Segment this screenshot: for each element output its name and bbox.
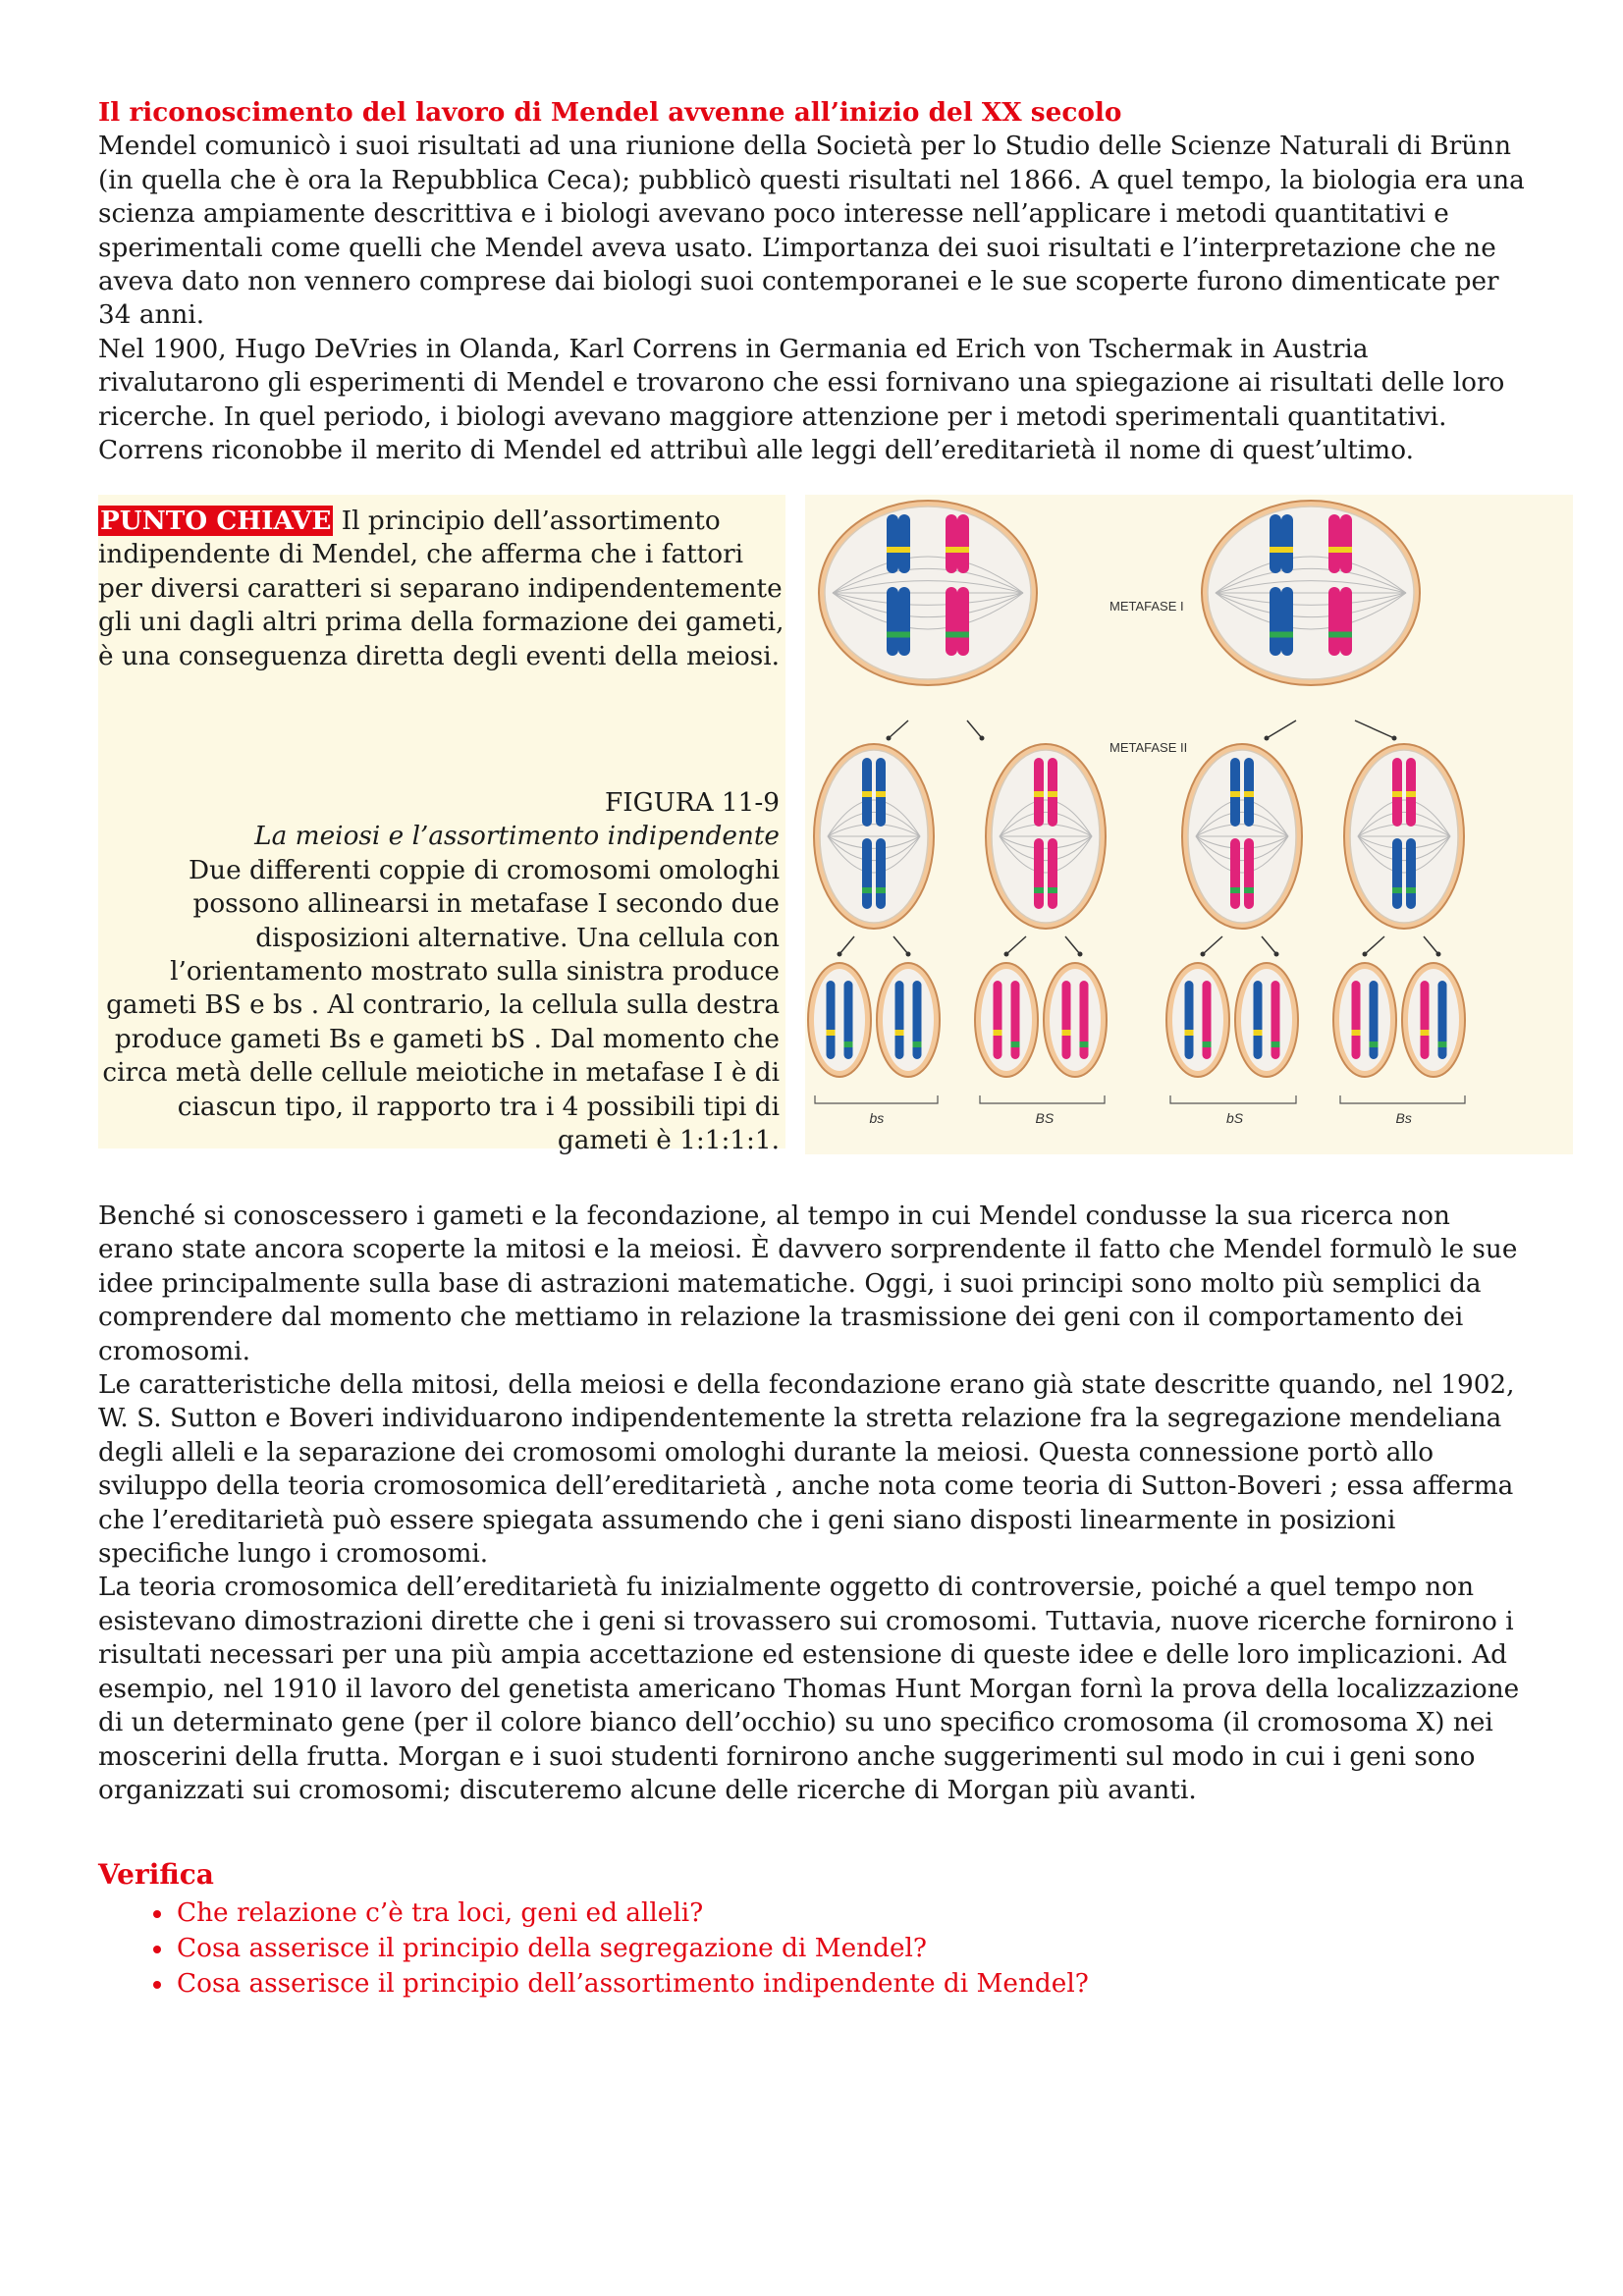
chromosome — [876, 758, 886, 827]
allele-b-band — [1062, 1030, 1071, 1036]
chromosome — [827, 981, 836, 1059]
chromosome — [1392, 838, 1402, 909]
chromosome — [1271, 981, 1280, 1059]
gamete-group-label: BS — [1035, 1110, 1055, 1126]
allele-s-band — [1244, 887, 1254, 893]
allele-s-band — [1011, 1041, 1020, 1047]
gamete-group-label: bS — [1226, 1110, 1244, 1126]
gamete-interior — [814, 969, 865, 1071]
review-section — [98, 1858, 1532, 2002]
allele-s-band — [957, 632, 969, 638]
allele-b-band — [1244, 791, 1254, 797]
chromosome — [1270, 587, 1281, 656]
meiosis-diagram — [805, 495, 1573, 1154]
arrow-line — [1262, 936, 1276, 954]
allele-b-band — [1392, 791, 1402, 797]
chromosome — [887, 514, 898, 573]
chromosome — [1062, 981, 1071, 1059]
chromatid — [1270, 587, 1281, 656]
allele-b-band — [957, 547, 969, 553]
allele-b-band — [994, 1030, 1002, 1036]
intro-section — [98, 96, 1532, 467]
allele-s-band — [1392, 887, 1402, 893]
allele-s-band — [1370, 1041, 1379, 1047]
allele-b-band — [895, 1030, 904, 1036]
chromatid — [827, 981, 836, 1059]
review-question: • Che relazione c’è tra loci, geni ed alleli? — [175, 1896, 1532, 1931]
allele-b-band — [1034, 791, 1044, 797]
chromatid — [1281, 587, 1293, 656]
arrow-line — [1424, 936, 1438, 954]
section-heading: Il riconoscimento del lavoro di Mendel avvenne all’inizio del XX secolo — [98, 97, 1122, 128]
allele-s-band — [887, 632, 898, 638]
metaphase-2-cell — [1182, 744, 1302, 929]
chromosome — [876, 838, 886, 909]
chromatid — [862, 838, 872, 909]
allele-b-band — [862, 791, 872, 797]
chromatid — [1034, 838, 1044, 909]
arrow-head — [980, 736, 985, 741]
allele-s-band — [1230, 887, 1240, 893]
chromatid — [1340, 514, 1352, 573]
chromosome — [957, 514, 969, 573]
chromosome — [1244, 758, 1254, 827]
review-heading: Verifica — [98, 1858, 214, 1891]
arrow-head — [906, 952, 911, 957]
chromosome — [1406, 758, 1416, 827]
allele-b-band — [1230, 791, 1240, 797]
chromosome — [1080, 981, 1089, 1059]
key-point-text — [98, 505, 791, 673]
paragraph: La teoria cromosomica dell’ereditarietà fu inizialmente oggetto di controversie, poiché a quel tempo non esistevano dimostrazioni dirette che i geni si trovassero sui cromosomi. Tuttavia, nuove ricerche fornirono i risultati necessari per una più ampia accettazione ed estensione di queste idee e delle loro implicazioni. Ad esempio, nel 1910 il lavoro del genetista americano Thomas Hunt Morgan fornì la prova della localizzazione di un determinato gene (per il colore bianco dell’occhio) su uno specifico cromosoma (il cromosoma X) nei moscerini della frutta. Morgan e i suoi studenti fornirono anche suggerimenti sul modo in cui i geni sono organizzati sui cromosomi; discuteremo alcune delle ricerche di Morgan più avanti. — [98, 1573, 1520, 1805]
gamete-group-label: Bs — [1395, 1110, 1412, 1126]
chromosome — [1230, 838, 1240, 909]
chromosome — [1034, 838, 1044, 909]
chromatid — [876, 838, 886, 909]
chromosome — [844, 981, 853, 1059]
key-point-label: PUNTO CHIAVE — [100, 506, 332, 536]
chromosome — [1244, 838, 1254, 909]
allele-b-band — [1048, 791, 1057, 797]
allele-b-band — [898, 547, 910, 553]
allele-b-band — [1352, 1030, 1361, 1036]
chromatid — [1062, 981, 1071, 1059]
chromatid — [946, 514, 957, 573]
chromosome — [1281, 514, 1293, 573]
allele-b-band — [946, 547, 957, 553]
chromosome — [1340, 514, 1352, 573]
arrow-line — [889, 721, 908, 738]
figure-caption — [98, 786, 780, 1157]
chromosome — [913, 981, 922, 1059]
allele-s-band — [1203, 1041, 1212, 1047]
allele-b-band — [1328, 547, 1340, 553]
arrow-line — [1267, 721, 1296, 738]
chromatid — [895, 981, 904, 1059]
chromatid — [898, 514, 910, 573]
chromatid — [1230, 838, 1240, 909]
allele-s-band — [898, 632, 910, 638]
chromatid — [1352, 981, 1361, 1059]
chromatid — [1328, 514, 1340, 573]
gamete-group-label: bs — [869, 1110, 885, 1126]
chromosome — [1254, 981, 1263, 1059]
chromosome — [1421, 981, 1430, 1059]
chromosome — [1370, 981, 1379, 1059]
chromatid — [1270, 514, 1281, 573]
allele-b-band — [1185, 1030, 1194, 1036]
chromatid — [1048, 838, 1057, 909]
allele-b-band — [1340, 547, 1352, 553]
arrow-line — [1355, 721, 1394, 738]
allele-s-band — [1034, 887, 1044, 893]
chromosome — [1011, 981, 1020, 1059]
chromatid — [1254, 981, 1263, 1059]
gamete-interior — [1050, 969, 1101, 1071]
key-point-section — [98, 495, 1573, 1154]
allele-s-band — [1080, 1041, 1089, 1047]
group-bracket — [1170, 1095, 1296, 1103]
chromosome — [898, 587, 910, 656]
allele-s-band — [1271, 1041, 1280, 1047]
chromatid — [994, 981, 1002, 1059]
meiosis-figure — [805, 495, 1573, 1154]
metaphase-2-cell — [986, 744, 1106, 929]
gamete-interior — [981, 969, 1032, 1071]
chromosome — [957, 587, 969, 656]
arrow-head — [1201, 952, 1206, 957]
review-question: • Cosa asserisce il principio della segregazione di Mendel? — [175, 1931, 1532, 1966]
chromosome — [887, 587, 898, 656]
allele-s-band — [862, 887, 872, 893]
allele-s-band — [1328, 632, 1340, 638]
figure-caption-text: Due differenti coppie di cromosomi omologhi possono allinearsi in metafase I secondo due disposizioni alternative. Una cellula con l’orientamento mostrato sulla sinistra produce gameti BS e bs . Al contrario, la cellula sulla destra produce gameti Bs e gameti bS . Dal momento che circa metà delle cellule meiotiche in metafase I è di ciascun tipo, il rapporto tra i 4 possibili tipi di gameti è 1:1:1:1. — [102, 855, 780, 1156]
chromosome — [1352, 981, 1361, 1059]
allele-s-band — [946, 632, 957, 638]
chromatid — [1281, 514, 1293, 573]
chromatid — [1406, 838, 1416, 909]
allele-b-band — [1406, 791, 1416, 797]
allele-s-band — [1048, 887, 1057, 893]
group-bracket — [980, 1095, 1105, 1103]
arrow-line — [1203, 936, 1222, 954]
review-questions — [98, 1896, 1532, 2002]
paragraph: Mendel comunicò i suoi risultati ad una riunione della Società per lo Studio delle Scienze Naturali di Brünn (in quella che è ora la Repubblica Ceca); pubblicò questi risultati nel 1866. A quel tempo, la biologia era una scienza ampiamente descrittiva e i biologi avevano poco interesse nell’applicare i metodi quantitativi e sperimentali come quelli che Mendel aveva usato. L’importanza dei suoi risultati e l’interpretazione che ne aveva dato non vennero comprese dai biologi suoi contemporanei e le sue scoperte furono dimenticate per 34 anni. — [98, 132, 1525, 331]
chromatid — [1340, 587, 1352, 656]
paragraph: Benché si conoscessero i gameti e la fecondazione, al tempo in cui Mendel condusse la sua ricerca non erano state ancora scoperte la mitosi e la meiosi. È davvero sorprendente il fatto che Mendel formulò le sue idee principalmente sulla base di astrazioni matematiche. Oggi, i suoi principi sono molto più semplici da comprendere dal momento che mettiamo in relazione la trasmissione dei geni con il comportamento dei cromosomi. — [98, 1201, 1518, 1366]
chromosome — [1328, 587, 1340, 656]
chromosome — [946, 514, 957, 573]
chromatid — [957, 514, 969, 573]
arrow-head — [1004, 952, 1009, 957]
allele-b-band — [887, 547, 898, 553]
allele-b-band — [1281, 547, 1293, 553]
allele-s-band — [876, 887, 886, 893]
arrow-head — [1274, 952, 1279, 957]
gamete-interior — [1241, 969, 1292, 1071]
chromosome — [895, 981, 904, 1059]
chromosome-theory-section — [98, 1200, 1532, 1807]
chromatid — [946, 587, 957, 656]
chromosome — [1185, 981, 1194, 1059]
chromosome — [1048, 758, 1057, 827]
arrow-head — [838, 952, 842, 957]
allele-b-band — [827, 1030, 836, 1036]
chromosome — [862, 758, 872, 827]
arrow-line — [1365, 936, 1384, 954]
allele-b-band — [876, 791, 886, 797]
metaphase-2-cell — [814, 744, 934, 929]
allele-s-band — [1438, 1041, 1447, 1047]
chromatid — [957, 587, 969, 656]
chromatid — [1244, 838, 1254, 909]
chromosome — [1340, 587, 1352, 656]
metaphase-2-label: METAFASE II — [1109, 740, 1188, 755]
gamete-interior — [1339, 969, 1390, 1071]
allele-s-band — [913, 1041, 922, 1047]
allele-s-band — [844, 1041, 853, 1047]
paragraph: Nel 1900, Hugo DeVries in Olanda, Karl Correns in Germania ed Erich von Tschermak in Austria rivalutarono gli esperimenti di Mendel e trovarono che essi fornivano una spiegazione ai risultati delle loro ricerche. In quel periodo, i biologi avevano maggiore attenzione per i metodi sperimentali quantitativi. Correns riconobbe il merito di Mendel ed attribuì alle leggi dell’ereditarietà il nome di quest’ultimo. — [98, 334, 1505, 466]
chromosome — [1406, 838, 1416, 909]
allele-b-band — [1254, 1030, 1263, 1036]
chromosome — [1270, 514, 1281, 573]
chromatid — [887, 587, 898, 656]
allele-s-band — [1340, 632, 1352, 638]
allele-b-band — [1270, 547, 1281, 553]
metaphase-1-cell-left — [819, 501, 1037, 685]
chromatid — [1421, 981, 1430, 1059]
chromosome — [1203, 981, 1212, 1059]
figure-title: La meiosi e l’assortimento indipendente — [254, 822, 780, 852]
review-question: • Cosa asserisce il principio dell’assortimento indipendente di Mendel? — [175, 1966, 1532, 2002]
paragraph: Le caratteristiche della mitosi, della meiosi e della fecondazione erano già state descritte quando, nel 1902, W. S. Sutton e Boveri individuarono indipendentemente la stretta relazione fra la segregazione mendeliana degli alleli e la separazione dei cromosomi omologhi durante la meiosi. Questa connessione portò allo sviluppo della teoria cromosomica dell’ereditarietà , anche nota come teoria di Sutton-Boveri ; essa afferma che l’ereditarietà può essere spiegata assumendo che i geni siano disposti linearmente in posizioni specifiche lungo i cromosomi. — [98, 1370, 1515, 1570]
arrow-head — [1078, 952, 1083, 957]
chromosome — [1281, 587, 1293, 656]
chromatid — [1392, 838, 1402, 909]
allele-s-band — [1406, 887, 1416, 893]
chromatid — [898, 587, 910, 656]
group-bracket — [1340, 1095, 1465, 1103]
gamete-interior — [883, 969, 934, 1071]
chromosome — [1230, 758, 1240, 827]
gamete-interior — [1408, 969, 1459, 1071]
arrow-head — [1436, 952, 1441, 957]
chromosome — [1048, 838, 1057, 909]
metaphase-1-cell-right — [1202, 501, 1420, 685]
arrow-head — [1392, 736, 1397, 741]
chromosome — [898, 514, 910, 573]
chromosome — [1034, 758, 1044, 827]
arrow-head — [887, 736, 892, 741]
chromosome — [862, 838, 872, 909]
allele-s-band — [1270, 632, 1281, 638]
chromosome — [1392, 758, 1402, 827]
arrow-line — [839, 936, 854, 954]
key-point-box — [98, 495, 785, 1156]
key-point-body: Il principio dell’assortimento indipendente di Mendel, che afferma che i fattori per diversi caratteri si separano indipendentemente gli uni dagli altri prima della formazione dei gameti, è una conseguenza diretta degli eventi della meiosi. — [98, 507, 784, 671]
arrow-line — [967, 721, 982, 738]
chromosome — [1328, 514, 1340, 573]
chromatid — [1328, 587, 1340, 656]
arrow-line — [1065, 936, 1080, 954]
chromatid — [1185, 981, 1194, 1059]
chromosome — [946, 587, 957, 656]
arrow-line — [893, 936, 908, 954]
metaphase-2-cell — [1344, 744, 1464, 929]
chromatid — [887, 514, 898, 573]
gamete-interior — [1172, 969, 1223, 1071]
arrow-line — [1006, 936, 1026, 954]
figure-number: FIGURA 11-9 — [604, 788, 780, 818]
arrow-head — [1363, 952, 1368, 957]
arrow-head — [1265, 736, 1270, 741]
metaphase-1-label: METAFASE I — [1109, 599, 1184, 614]
allele-b-band — [1421, 1030, 1430, 1036]
group-bracket — [815, 1095, 938, 1103]
chromosome — [1438, 981, 1447, 1059]
chromosome — [994, 981, 1002, 1059]
allele-s-band — [1281, 632, 1293, 638]
